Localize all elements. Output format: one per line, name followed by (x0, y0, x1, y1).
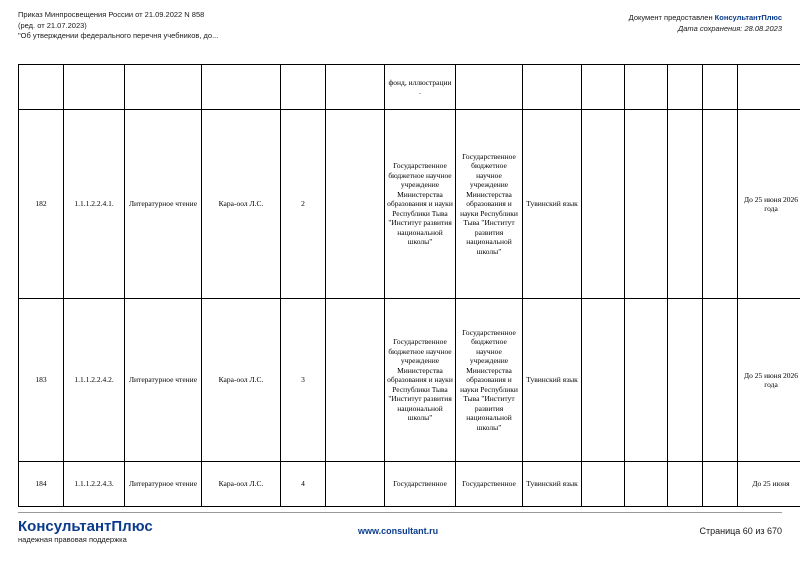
cell-blank-5 (703, 462, 738, 507)
cell-num (19, 65, 64, 110)
cell-org-1: Государственное бюджетное научное учреждение Министерства образования и науки Республики Тыва "Институт развития национальной школы" (385, 299, 456, 462)
cell-language: Тувинский язык (523, 462, 582, 507)
consultant-logo-tagline: надежная правовая поддержка (18, 535, 127, 544)
header-provided-block (629, 12, 782, 34)
cell-blank-3 (625, 110, 668, 299)
cell-valid-until: До 25 июня (738, 462, 800, 507)
provided-by-prefix: Документ предоставлен (628, 13, 715, 22)
cell-org-2 (456, 65, 523, 110)
page-footer (18, 512, 782, 552)
cell-blank-4 (668, 299, 703, 462)
saved-date: Дата сохранения: 28.08.2023 (677, 24, 782, 33)
cell-valid-until: До 25 июня 2026 года (738, 299, 800, 462)
document-title-line-2: (ред. от 21.07.2023) (18, 20, 87, 30)
cell-blank-1 (326, 462, 385, 507)
cell-org-1: Государственное бюджетное научное учреждение Министерства образования и науки Республики Тыва "Институт развития национальной школы" (385, 110, 456, 299)
consultant-logo-text: КонсультантПлюс (18, 518, 153, 535)
cell-code: 1.1.1.2.2.4.3. (64, 462, 125, 507)
cell-org-2: Государственное бюджетное научное учреждение Министерства образования и науки Республики Тыва "Институт развития национальной школы" (456, 299, 523, 462)
cell-blank-4 (668, 462, 703, 507)
cell-grade (281, 65, 326, 110)
cell-org-2: Государственное (456, 462, 523, 507)
page-number: Страница 60 из 670 (699, 526, 782, 536)
cell-blank-2 (582, 299, 625, 462)
cell-org-1: фонд, иллюстрации . (385, 65, 456, 110)
cell-code: 1.1.1.2.2.4.1. (64, 110, 125, 299)
page-header (18, 10, 782, 50)
cell-org-2: Государственное бюджетное научное учреждение Министерства образования и науки Республики Тыва "Институт развития национальной школы" (456, 110, 523, 299)
table-row (19, 299, 800, 462)
cell-num: 182 (19, 110, 64, 299)
cell-author: Кара-оол Л.С. (202, 110, 281, 299)
cell-blank-1 (326, 65, 385, 110)
textbooks-table-wrapper (18, 64, 799, 507)
document-title-block (18, 10, 438, 42)
cell-subject (125, 65, 202, 110)
cell-author: Кара-оол Л.С. (202, 462, 281, 507)
cell-valid-until: До 25 июня 2026 года (738, 110, 800, 299)
cell-author: Кара-оол Л.С. (202, 299, 281, 462)
document-title-line-1: Приказ Минпросвещения России от 21.09.2022 N 858 (18, 10, 205, 19)
cell-author (202, 65, 281, 110)
cell-subject: Литературное чтение (125, 299, 202, 462)
cell-subject: Литературное чтение (125, 462, 202, 507)
cell-valid-until (738, 65, 800, 110)
cell-org-1: Государственное (385, 462, 456, 507)
cell-blank-2 (582, 110, 625, 299)
cell-grade: 4 (281, 462, 326, 507)
cell-blank-3 (625, 299, 668, 462)
cell-blank-5 (703, 299, 738, 462)
cell-blank-5 (703, 110, 738, 299)
cell-blank-5 (703, 65, 738, 110)
footer-divider (18, 512, 782, 513)
table-row (19, 110, 800, 299)
cell-num: 183 (19, 299, 64, 462)
textbooks-table (18, 64, 800, 507)
cell-code (64, 65, 125, 110)
cell-grade: 3 (281, 299, 326, 462)
cell-blank-3 (625, 462, 668, 507)
cell-code: 1.1.1.2.2.4.2. (64, 299, 125, 462)
cell-language: Тувинский язык (523, 299, 582, 462)
cell-blank-2 (582, 462, 625, 507)
cell-language (523, 65, 582, 110)
cell-subject: Литературное чтение (125, 110, 202, 299)
consultant-website-link[interactable]: www.consultant.ru (358, 526, 439, 536)
cell-blank-1 (326, 299, 385, 462)
cell-blank-4 (668, 110, 703, 299)
cell-blank-3 (625, 65, 668, 110)
table-row (19, 462, 800, 507)
consultant-logo (18, 518, 153, 545)
cell-blank-2 (582, 65, 625, 110)
cell-blank-4 (668, 65, 703, 110)
cell-grade: 2 (281, 110, 326, 299)
cell-language: Тувинский язык (523, 110, 582, 299)
consultant-brand-header: КонсультантПлюс (714, 13, 782, 22)
cell-blank-1 (326, 110, 385, 299)
cell-num: 184 (19, 462, 64, 507)
table-row (19, 65, 800, 110)
provided-by-line (629, 12, 782, 23)
document-title-line-3: "Об утверждении федерального перечня учебников, до... (18, 31, 219, 40)
